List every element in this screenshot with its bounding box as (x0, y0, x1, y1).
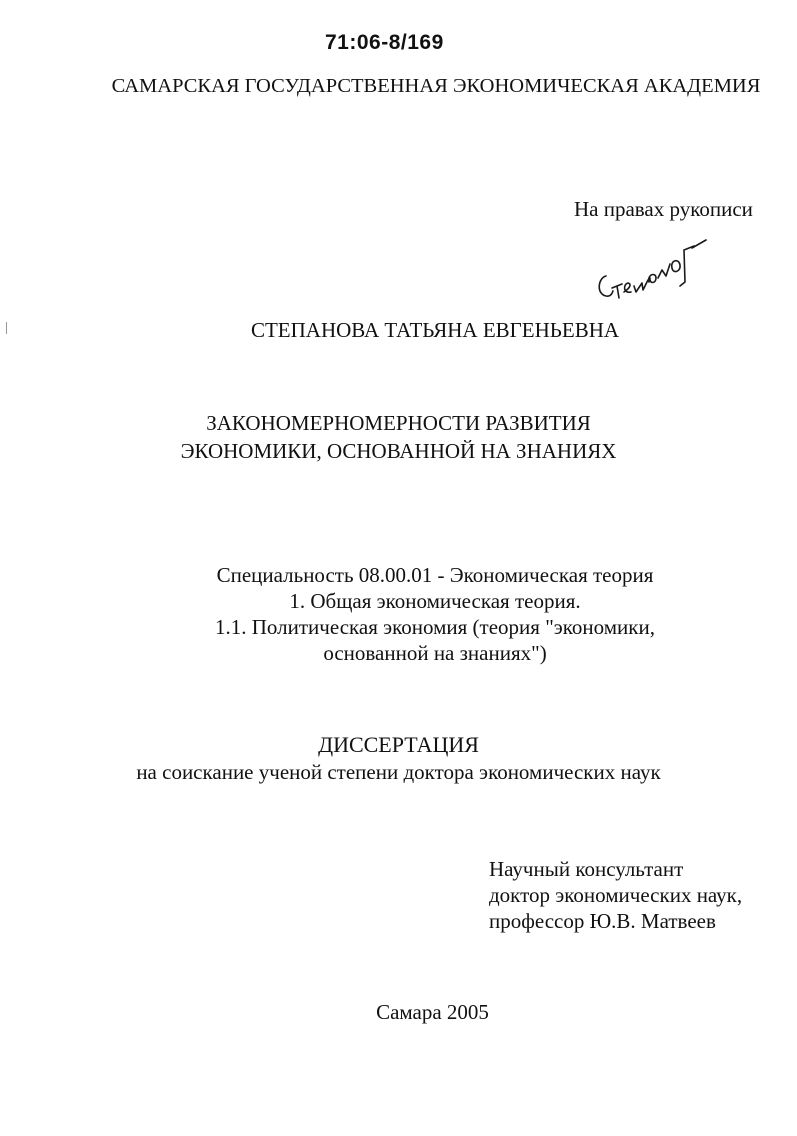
specialty-block (180, 562, 690, 666)
dissertation-title-line-2: ЭКОНОМИКИ, ОСНОВАННОЙ НА ЗНАНИЯХ (180, 439, 617, 463)
specialty-line: 1.1. Политическая экономия (теория "экономики, (215, 615, 655, 639)
specialty-line: основанной на знаниях") (323, 641, 547, 665)
institution-name: САМАРСКАЯ ГОСУДАРСТВЕННАЯ ЭКОНОМИЧЕСКАЯ АКАДЕМИЯ (111, 75, 761, 97)
specialty-line: 1. Общая экономическая теория. (289, 589, 581, 613)
dissertation-subheading: на соискание ученой степени доктора экономических наук (136, 760, 661, 784)
rights-note: На правах рукописи (574, 197, 753, 221)
city-year: Самара 2005 (376, 1000, 489, 1024)
consultant-line: профессор Ю.В. Матвеев (489, 909, 716, 933)
consultant-line: Научный консультант (489, 857, 684, 881)
specialty-line: Специальность 08.00.01 - Экономическая теория (216, 563, 654, 587)
author-name: СТЕПАНОВА ТАТЬЯНА ЕВГЕНЬЕВНА (250, 318, 620, 342)
consultant-line: доктор экономических наук, (489, 883, 743, 907)
scientific-consultant (489, 856, 742, 934)
catalog-code: 71:06-8/169 (325, 31, 444, 54)
dissertation-title-line-1: ЗАКОНОМЕРНОМЕРНОСТИ РАЗВИТИЯ (206, 411, 591, 435)
dissertation-heading: ДИССЕРТАЦИЯ (318, 732, 479, 757)
scan-edge-mark (6, 322, 7, 334)
handwritten-signature (586, 228, 716, 308)
